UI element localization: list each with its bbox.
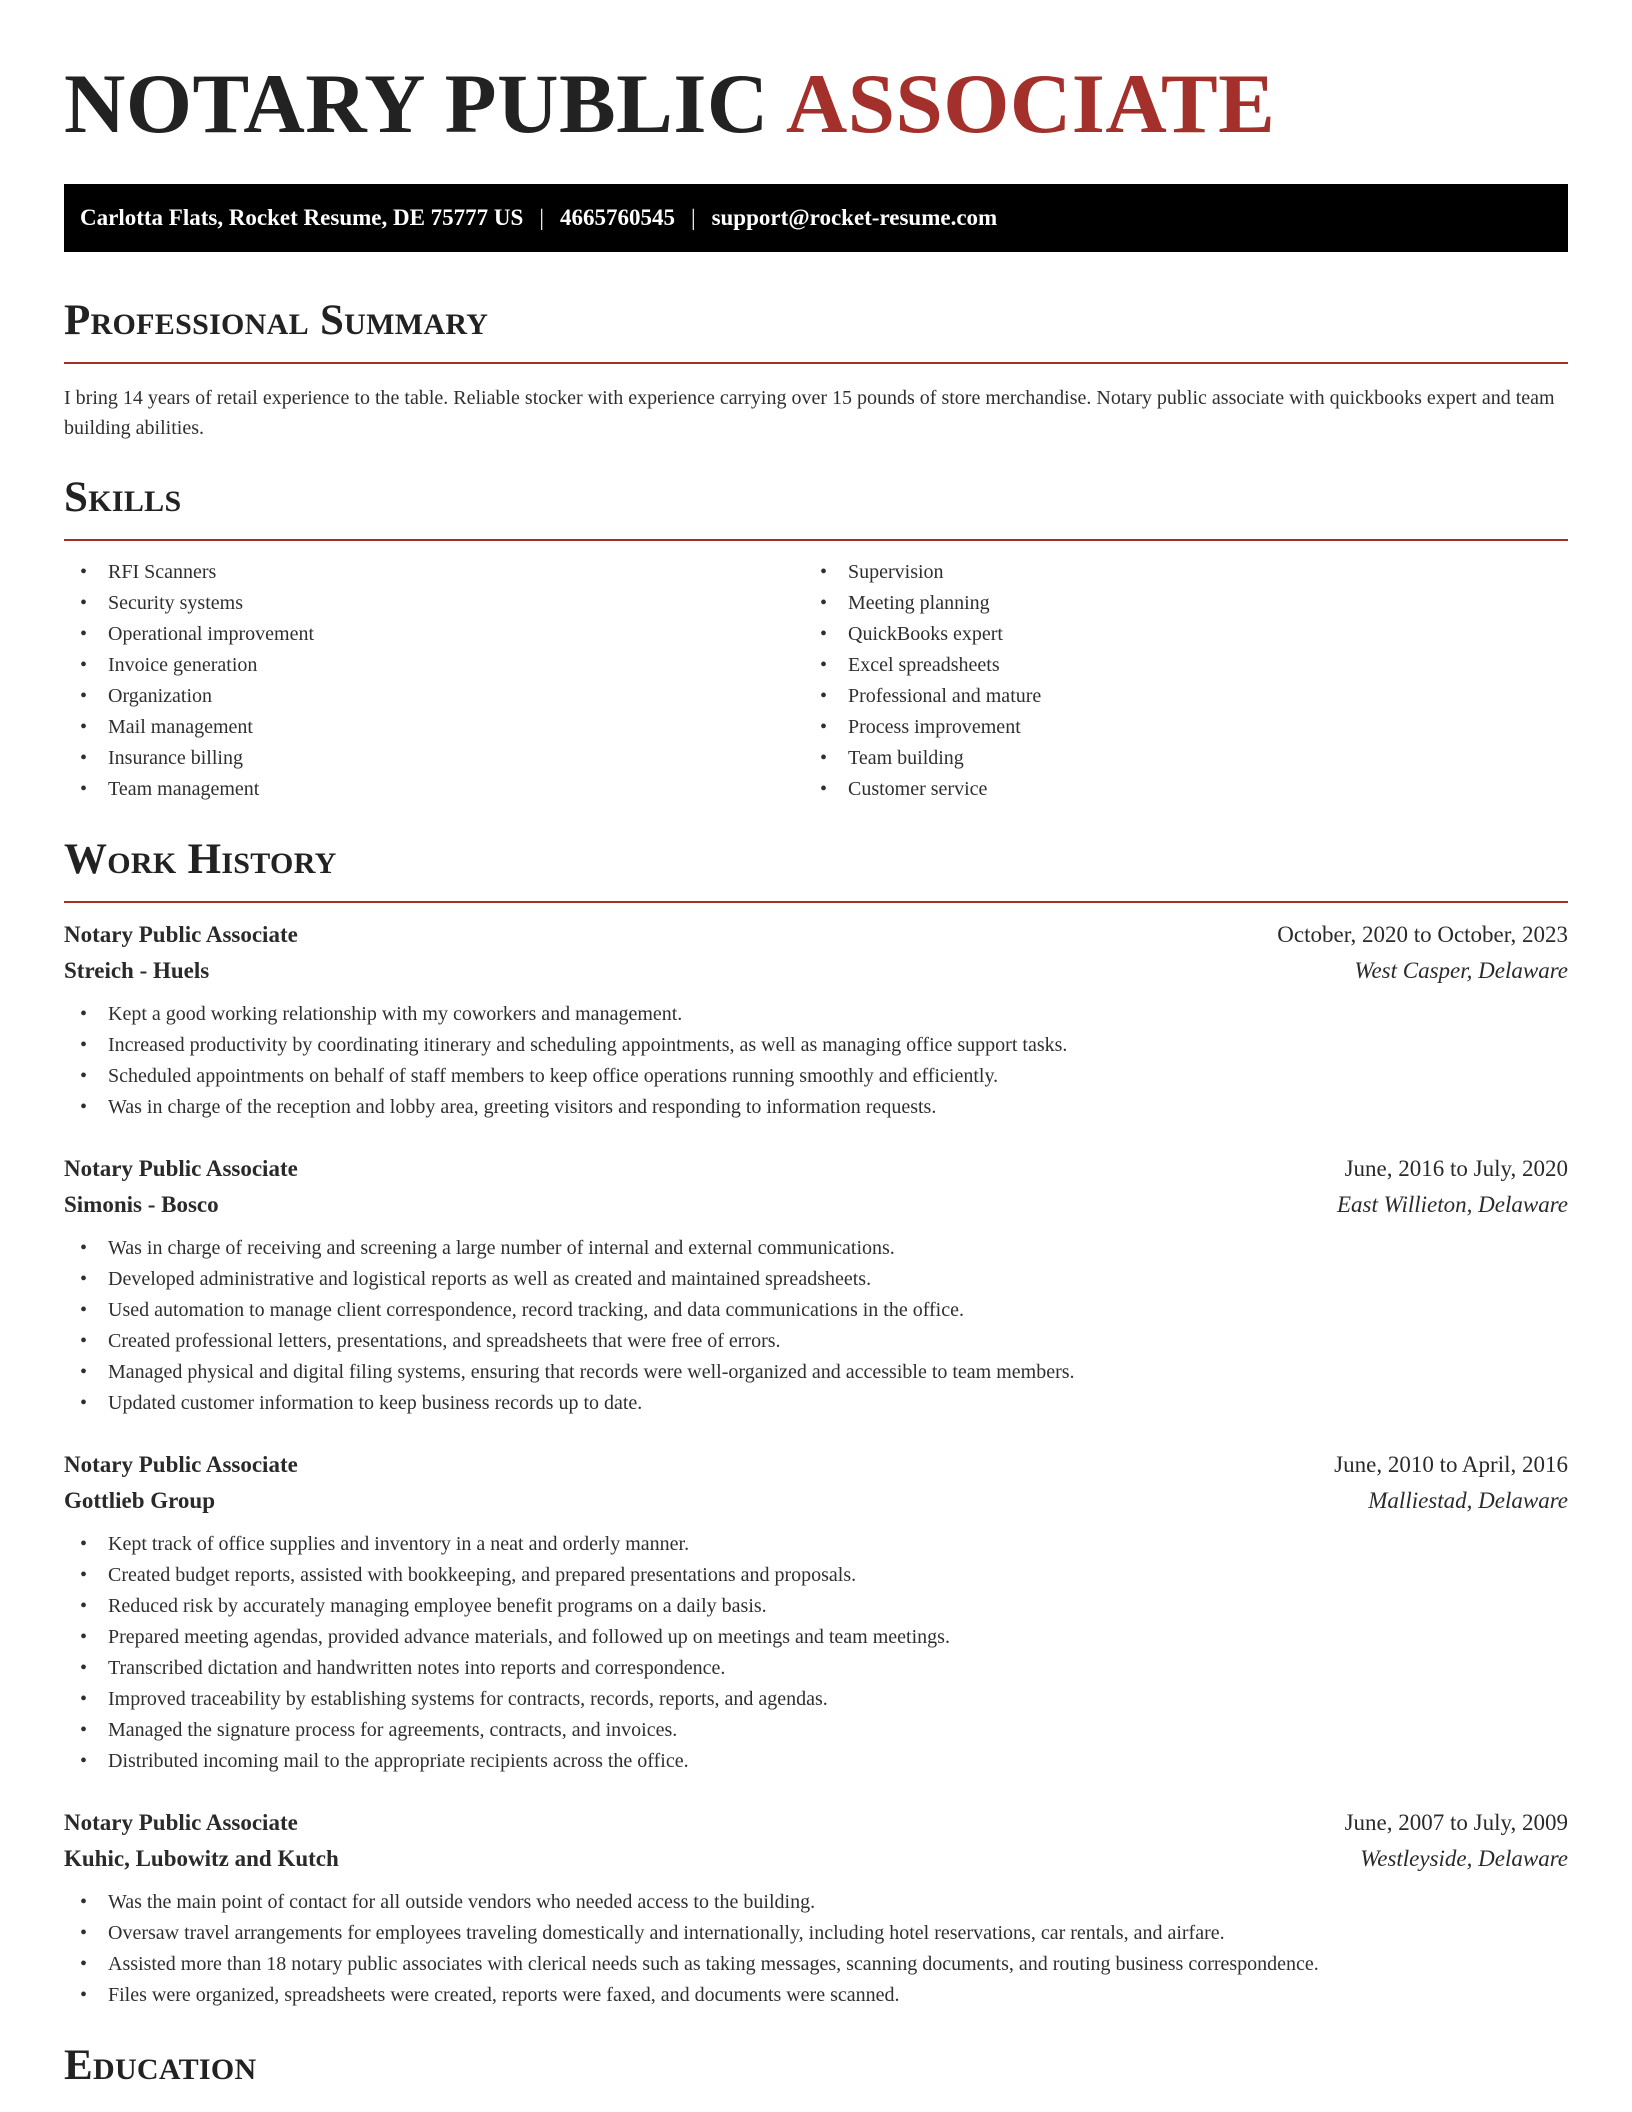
duty-item: • Created budget reports, assisted with bookkeeping, and prepared presentations and proposals. <box>64 1560 1568 1591</box>
job-entry <box>64 1151 1568 1419</box>
duty-item: • Assisted more than 18 notary public associates with clerical needs such as taking messages, scanning documents, and routing business correspondence. <box>64 1949 1568 1980</box>
job-company-row <box>64 1841 1568 1877</box>
section-title-work-history: Work History <box>64 836 337 883</box>
job-role: Notary Public Associate <box>64 1452 298 1477</box>
duty-item: • Used automation to manage client correspondence, record tracking, and data communications in the office. <box>64 1295 1568 1326</box>
section-divider <box>64 539 1568 541</box>
skill-item: • Mail management <box>64 712 804 743</box>
skill-item: • Process improvement <box>804 712 1544 743</box>
job-dates: October, 2020 to October, 2023 <box>1277 922 1568 947</box>
skill-item: • Team management <box>64 774 804 805</box>
job-location: East Willieton, Delaware <box>1336 1192 1568 1217</box>
title-main: NOTARY PUBLIC <box>64 57 769 151</box>
duty-item: • Kept a good working relationship with my coworkers and management. <box>64 999 1568 1030</box>
skills-grid <box>64 557 1568 805</box>
job-location: Westleyside, Delaware <box>1360 1846 1568 1871</box>
job-header-row <box>64 917 1568 953</box>
summary-text: I bring 14 years of retail experience to the table. Reliable stocker with experience carrying over 15 pounds of store merchandise. Notary public associate with quickbooks expert and team building abilities. <box>64 387 1555 439</box>
job-entry <box>64 1805 1568 2011</box>
job-dates: June, 2016 to July, 2020 <box>1344 1156 1568 1181</box>
skill-item: • Insurance billing <box>64 743 804 774</box>
skills-column-left <box>64 557 804 805</box>
section-divider <box>64 362 1568 364</box>
skills-column-right <box>804 557 1544 805</box>
skill-item: • Excel spreadsheets <box>804 650 1544 681</box>
job-entry <box>64 1447 1568 1777</box>
duty-item: • Increased productivity by coordinating itinerary and scheduling appointments, as well as managing office support tasks. <box>64 1030 1568 1061</box>
job-header-row <box>64 1447 1568 1483</box>
duty-item: • Created professional letters, presentations, and spreadsheets that were free of errors. <box>64 1326 1568 1357</box>
job-role: Notary Public Associate <box>64 922 298 947</box>
title-accent: ASSOCIATE <box>785 57 1276 151</box>
contact-separator: | <box>539 205 544 230</box>
job-company: Streich - Huels <box>64 958 210 983</box>
work-history-list <box>64 917 1568 2011</box>
duty-item: • Was in charge of receiving and screening a large number of internal and external communications. <box>64 1233 1568 1264</box>
job-header-row <box>64 1805 1568 1841</box>
skill-item: • RFI Scanners <box>64 557 804 588</box>
duty-item: • Transcribed dictation and handwritten notes into reports and correspondence. <box>64 1653 1568 1684</box>
duty-item: • Was in charge of the reception and lobby area, greeting visitors and responding to information requests. <box>64 1092 1568 1123</box>
job-duties <box>64 1233 1568 1419</box>
skill-item: • Organization <box>64 681 804 712</box>
job-company-row <box>64 953 1568 989</box>
duty-item: • Oversaw travel arrangements for employees traveling domestically and internationally, including hotel reservations, car rentals, and airfare. <box>64 1918 1568 1949</box>
section-title-education: Education <box>64 2042 257 2089</box>
duty-item: • Prepared meeting agendas, provided advance materials, and followed up on meetings and team meetings. <box>64 1622 1568 1653</box>
duty-item: • Scheduled appointments on behalf of staff members to keep office operations running smoothly and efficiently. <box>64 1061 1568 1092</box>
resume-page <box>64 0 1568 2091</box>
duty-item: • Managed the signature process for agreements, contracts, and invoices. <box>64 1715 1568 1746</box>
duty-item: • Reduced risk by accurately managing employee benefit programs on a daily basis. <box>64 1591 1568 1622</box>
skill-item: • Security systems <box>64 588 804 619</box>
job-entry <box>64 917 1568 1123</box>
job-company: Simonis - Bosco <box>64 1192 219 1217</box>
job-company: Gottlieb Group <box>64 1488 216 1513</box>
duty-item: • Distributed incoming mail to the appropriate recipients across the office. <box>64 1746 1568 1777</box>
section-title-summary: Professional Summary <box>64 297 489 344</box>
job-header-row <box>64 1151 1568 1187</box>
duty-item: • Kept track of office supplies and inventory in a neat and orderly manner. <box>64 1529 1568 1560</box>
section-divider <box>64 901 1568 903</box>
skill-item: • Operational improvement <box>64 619 804 650</box>
job-role: Notary Public Associate <box>64 1156 298 1181</box>
resume-title <box>64 58 1568 150</box>
job-dates: June, 2010 to April, 2016 <box>1334 1452 1568 1477</box>
job-duties <box>64 1887 1568 2011</box>
contact-separator: | <box>690 205 696 230</box>
job-company-row <box>64 1483 1568 1519</box>
skill-item: • Supervision <box>804 557 1544 588</box>
job-duties <box>64 999 1568 1123</box>
job-dates: June, 2007 to July, 2009 <box>1344 1810 1568 1835</box>
job-location: Malliestad, Delaware <box>1368 1488 1568 1513</box>
section-title-skills: Skills <box>64 474 182 521</box>
job-location: West Casper, Delaware <box>1354 958 1568 983</box>
job-role: Notary Public Associate <box>64 1810 298 1835</box>
duty-item: • Updated customer information to keep business records up to date. <box>64 1388 1568 1419</box>
contact-email: support@rocket-resume.com <box>711 205 998 230</box>
skill-item: • QuickBooks expert <box>804 619 1544 650</box>
contact-phone: 4665760545 <box>559 205 675 230</box>
contact-bar <box>64 184 1568 252</box>
skill-item: • Invoice generation <box>64 650 804 681</box>
skill-item: • Professional and mature <box>804 681 1544 712</box>
duty-item: • Improved traceability by establishing systems for contracts, records, reports, and agendas. <box>64 1684 1568 1715</box>
job-company-row <box>64 1187 1568 1223</box>
contact-address: Carlotta Flats, Rocket Resume, DE 75777 US <box>80 205 524 230</box>
duty-item: • Files were organized, spreadsheets were created, reports were faxed, and documents were scanned. <box>64 1980 1568 2011</box>
job-company: Kuhic, Lubowitz and Kutch <box>64 1846 339 1871</box>
skill-item: • Customer service <box>804 774 1544 805</box>
duty-item: • Was the main point of contact for all outside vendors who needed access to the building. <box>64 1887 1568 1918</box>
job-duties <box>64 1529 1568 1777</box>
skill-item: • Team building <box>804 743 1544 774</box>
duty-item: • Managed physical and digital filing systems, ensuring that records were well-organized and accessible to team members. <box>64 1357 1568 1388</box>
skill-item: • Meeting planning <box>804 588 1544 619</box>
duty-item: • Developed administrative and logistical reports as well as created and maintained spreadsheets. <box>64 1264 1568 1295</box>
